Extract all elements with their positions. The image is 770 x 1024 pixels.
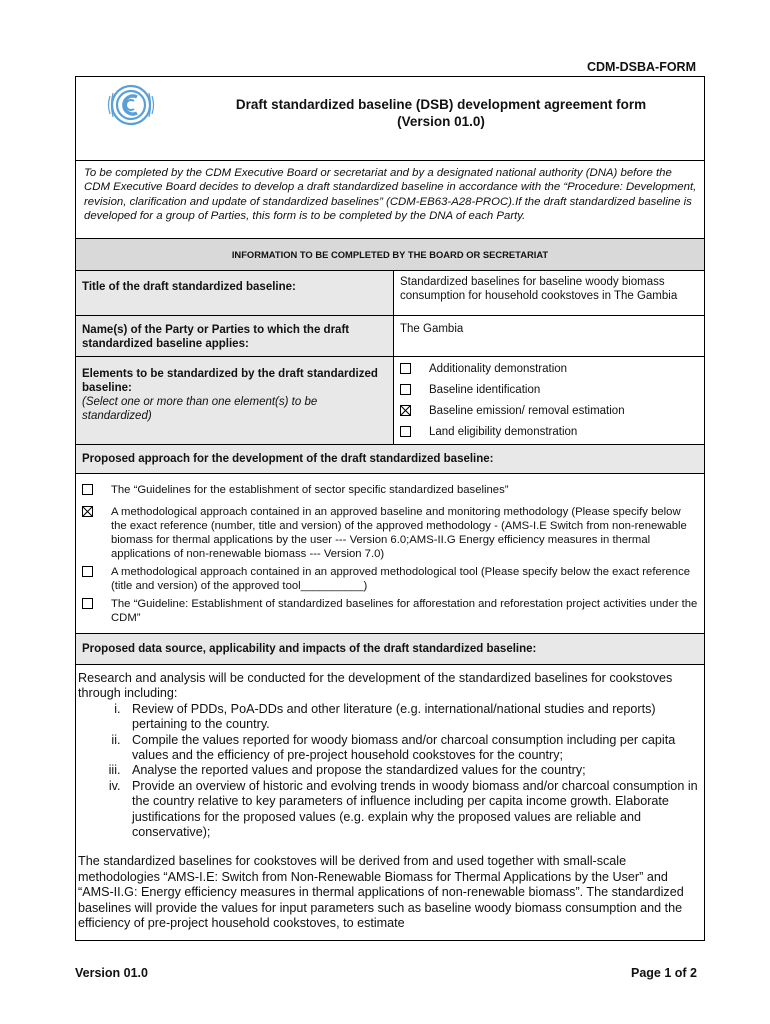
element-option[interactable]: [400, 379, 698, 400]
checkbox[interactable]: [82, 484, 93, 495]
approach-heading: Proposed approach for the development of the draft standardized baseline:: [76, 445, 704, 474]
approach-option-text: The “Guidelines for the establishment of sector specific standardized baselines”: [111, 484, 509, 496]
element-option[interactable]: [400, 421, 698, 442]
element-option[interactable]: [400, 358, 698, 379]
title-value[interactable]: Standardized baselines for baseline woody biomass consumption for household cookstoves in The Gambia: [400, 276, 678, 302]
board-section-band: INFORMATION TO BE COMPLETED BY THE BOARD OR SECRETARIAT: [76, 239, 704, 271]
footer-version: Version 01.0: [75, 966, 148, 980]
party-label: Name(s) of the Party or Parties to which the draft standardized baseline applies:: [76, 316, 394, 356]
title-label: Title of the draft standardized baseline:: [76, 271, 394, 315]
approach-option[interactable]: [82, 483, 698, 497]
closing-paragraph: The standardized baselines for cookstoves will be derived from and used together with small-scale methodologies “AMS-I.E: Switch from Non-Renewable Biomass for Thermal Applications by the User” and “AMS-II.G: Energy efficiency measures in thermal applications of non-renewable biomass”. The standardized baselines will provide the values for input parameters such as baseline woody biomass consumption and the efficiency of pre-project household cookstoves, to estimate: [78, 854, 684, 931]
checkbox[interactable]: [82, 566, 93, 577]
list-item: i. Review of PDDs, PoA-DDs and other literature (e.g. international/national studies and reports) pertaining to the country.: [124, 702, 702, 733]
form-title: [196, 96, 686, 130]
form-code: CDM-DSBA-FORM: [586, 60, 696, 74]
approach-option[interactable]: [82, 565, 698, 593]
elements-label: Elements to be standardized by the draft standardized baseline:: [82, 368, 378, 394]
party-value[interactable]: The Gambia: [400, 323, 464, 335]
approach-option-text: The “Guideline: Establishment of standardized baselines for afforestation and reforestation project activities under the CDM”: [111, 598, 698, 624]
checkbox[interactable]: [82, 598, 93, 609]
element-option-label: Baseline emission/ removal estimation: [429, 404, 625, 417]
list-item: iii. Analyse the reported values and propose the standardized values for the country;: [124, 763, 702, 778]
un-emblem-icon: [106, 83, 156, 127]
research-list: [78, 702, 702, 841]
list-item: iv. Provide an overview of historic and evolving trends in woody biomass and/or charcoal consumption in the country relative to key parameters of influence including per capita income growth. Elaborate justifications for the proposed values (e.g. explain why the proposed values are reliable and conservative);: [124, 779, 702, 841]
element-option-label: Additionality demonstration: [429, 362, 568, 375]
title-line-2: (Version 01.0): [397, 114, 485, 129]
form-header: [76, 77, 704, 161]
intro-text: To be completed by the CDM Executive Board or secretariat and by a designated national authority (DNA) before the CDM Executive Board decides to develop a draft standardized baseline in accordance with the “Procedure: Development, revision, clarification and update of standardized baselines” (CDM-EB63-A28-PROC).If the draft standardized baseline is developed for a group of Parties, this form is to be completed by the DNA of each Party.: [76, 161, 704, 239]
approach-options: [76, 474, 704, 634]
title-row: [76, 271, 704, 316]
elements-label-cell: [76, 357, 394, 444]
checkbox-checked[interactable]: [82, 506, 93, 517]
elements-row: [76, 357, 704, 445]
title-line-1: Draft standardized baseline (DSB) development agreement form: [235, 97, 647, 112]
research-intro: Research and analysis will be conducted for the development of the standardized baselines for cookstoves through including:: [78, 671, 673, 701]
data-source-body[interactable]: [76, 665, 704, 932]
party-row: [76, 316, 704, 357]
element-option[interactable]: [400, 400, 698, 421]
checkbox[interactable]: [400, 426, 411, 437]
element-option-label: Land eligibility demonstration: [429, 425, 578, 438]
data-source-heading: Proposed data source, applicability and impacts of the draft standardized baseline:: [76, 634, 704, 665]
approach-option[interactable]: [82, 597, 698, 625]
footer-page-number: Page 1 of 2: [631, 966, 697, 980]
approach-option-text: A methodological approach contained in an approved baseline and monitoring methodology (Please specify below the exact reference (number, title and version) of the approved methodology - (AMS-I.E Switch from non-renewable biomass for thermal applications by the user --- Version 6.0;AMS-II.G Energy efficiency measures in thermal applications of non-renewable biomass --- Version 7.0): [111, 506, 687, 560]
element-option-label: Baseline identification: [429, 383, 541, 396]
checkbox[interactable]: [400, 363, 411, 374]
list-item: ii. Compile the values reported for woody biomass and/or charcoal consumption including per capita values and the efficiency of pre-project household cookstoves for the country;: [124, 733, 702, 764]
form-frame: [75, 76, 705, 941]
elements-options: [394, 357, 704, 444]
checkbox-checked[interactable]: [400, 405, 411, 416]
approach-option-text: A methodological approach contained in an approved methodological tool (Please specify below the exact reference (title and version) of the approved tool__________): [111, 566, 691, 592]
checkbox[interactable]: [400, 384, 411, 395]
approach-option[interactable]: [82, 505, 698, 561]
elements-note: (Select one or more than one element(s) to be standardized): [82, 396, 318, 422]
